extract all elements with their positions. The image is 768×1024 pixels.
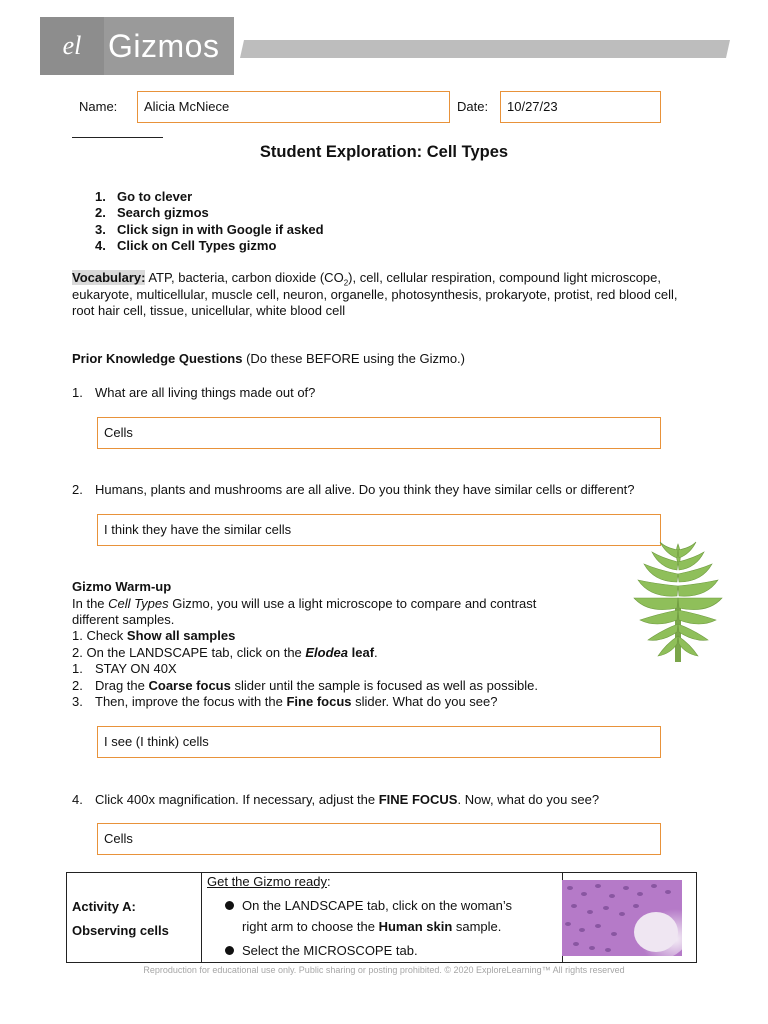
answer-1-field[interactable]: Cells (97, 417, 661, 449)
page-title: Student Exploration: Cell Types (259, 143, 509, 161)
list-item-c: slider. What do you see? (351, 694, 498, 709)
warmup-heading: Gizmo Warm-up (72, 579, 172, 594)
warmup-step-2-a: 2. On the LANDSCAPE tab, click on the (72, 645, 306, 660)
date-field[interactable]: 10/27/23 (500, 91, 661, 123)
list-num: 3. (72, 694, 83, 709)
warmup-step-2-b: Elodea (305, 645, 349, 660)
copyright-footer: Reproduction for educational use only. Public sharing or posting prohibited. © 2020 ExploreLearning™ All rights reserved (143, 965, 625, 975)
bullet-1-d: sample. (452, 919, 502, 934)
warmup-intro-c: different samples. (72, 612, 175, 627)
list-num: 1. (72, 661, 83, 676)
list-item-b: Coarse focus (148, 678, 231, 693)
vocabulary-subscript: 2 (343, 278, 349, 288)
warmup-step-2 (72, 645, 378, 661)
activity-title: Observing cells (72, 923, 169, 938)
human-skin-sample-image (562, 880, 682, 956)
answer-3-field[interactable]: I see (I think) cells (97, 726, 661, 758)
gizmo-ready-heading (207, 874, 331, 890)
elodea-plant-image (632, 540, 724, 662)
step-num: 1. (95, 189, 106, 204)
bullet-item-1-cont (242, 919, 501, 935)
gizmo-ready-text: Get the Gizmo ready (207, 874, 327, 889)
warmup-intro-italic: Cell Types (108, 596, 169, 611)
warmup-step-2-c: leaf (348, 645, 375, 660)
step-num: 4. (95, 238, 106, 253)
list-item-a: Drag the (95, 678, 149, 693)
name-label: Name: (79, 99, 118, 114)
table-divider (201, 873, 202, 962)
warmup-step-2-d: . (374, 645, 378, 660)
step-num: 3. (95, 222, 106, 237)
bullet-1-text: On the LANDSCAPE tab, click on the woman’s (242, 898, 512, 913)
step-text: Click sign in with Google if asked (117, 222, 324, 237)
vocabulary-line-2: eukaryote, multicellular, muscle cell, neuron, organelle, photosynthesis, prokaryote, protist, red blood cell, (72, 287, 678, 302)
list-item (95, 694, 497, 710)
list-num: 2. (72, 678, 83, 693)
bullet-icon (225, 946, 234, 955)
logo-text: Gizmos (108, 28, 220, 64)
activity-label: Activity A: (72, 899, 136, 914)
step-text: Click on Cell Types gizmo (117, 238, 277, 253)
bullet-1-b: right arm to choose the (242, 919, 379, 934)
prior-heading (72, 351, 465, 367)
header-bar (240, 40, 730, 58)
warmup-intro-b: Gizmo, you will use a light microscope to compare and contrast (168, 596, 537, 611)
warmup-intro (72, 596, 536, 612)
answer-4-field[interactable]: Cells (97, 823, 661, 855)
question-4-num: 4. (72, 792, 83, 807)
prior-heading-note: (Do these BEFORE using the Gizmo.) (242, 351, 465, 366)
step-text: Search gizmos (117, 205, 209, 220)
question-1-num: 1. (72, 385, 83, 400)
warmup-step-1-b: Show all samples (126, 628, 236, 643)
warmup-step-1 (72, 628, 235, 644)
bullet-2-text: Select the MICROSCOPE tab. (242, 943, 418, 958)
question-4-a: Click 400x magnification. If necessary, adjust the (95, 792, 379, 807)
name-field[interactable]: Alicia McNiece (137, 91, 450, 123)
step-num: 2. (95, 205, 106, 220)
activity-table (66, 872, 697, 963)
bullet-1-c: Human skin (378, 919, 453, 934)
list-item (95, 678, 538, 694)
answer-2-field[interactable]: I think they have the similar cells (97, 514, 661, 546)
vocabulary-label: Vocabulary: (72, 270, 146, 285)
vocabulary-text: ATP, bacteria, carbon dioxide (CO (145, 270, 344, 285)
list-item-b: Fine focus (286, 694, 352, 709)
question-2: Humans, plants and mushrooms are all alive. Do you think they have similar cells or different? (95, 482, 635, 497)
question-2-num: 2. (72, 482, 83, 497)
step-text: Go to clever (117, 189, 193, 204)
divider-line (72, 137, 163, 138)
list-item-c: slider until the sample is focused as well as possible. (230, 678, 538, 693)
list-item: STAY ON 40X (95, 661, 177, 676)
vocabulary-line-3: root hair cell, tissue, unicellular, white blood cell (72, 303, 346, 318)
prior-heading-title: Prior Knowledge Questions (72, 351, 243, 366)
question-4-c: . Now, what do you see? (457, 792, 600, 807)
date-label: Date: (457, 99, 489, 114)
bullet-icon (225, 901, 234, 910)
warmup-step-1-a: 1. Check (72, 628, 127, 643)
bullet-item-1 (225, 898, 512, 914)
el-logo-icon: el (62, 31, 82, 60)
warmup-intro-a: In the (72, 596, 109, 611)
bullet-item-2 (225, 943, 418, 959)
question-4 (95, 792, 599, 808)
list-item-a: Then, improve the focus with the (95, 694, 287, 709)
gizmo-ready-colon: : (326, 874, 331, 889)
vocabulary-text: ), cell, cellular respiration, compound light microscope, (348, 270, 661, 285)
question-4-b: FINE FOCUS (378, 792, 458, 807)
question-1: What are all living things made out of? (95, 385, 316, 400)
